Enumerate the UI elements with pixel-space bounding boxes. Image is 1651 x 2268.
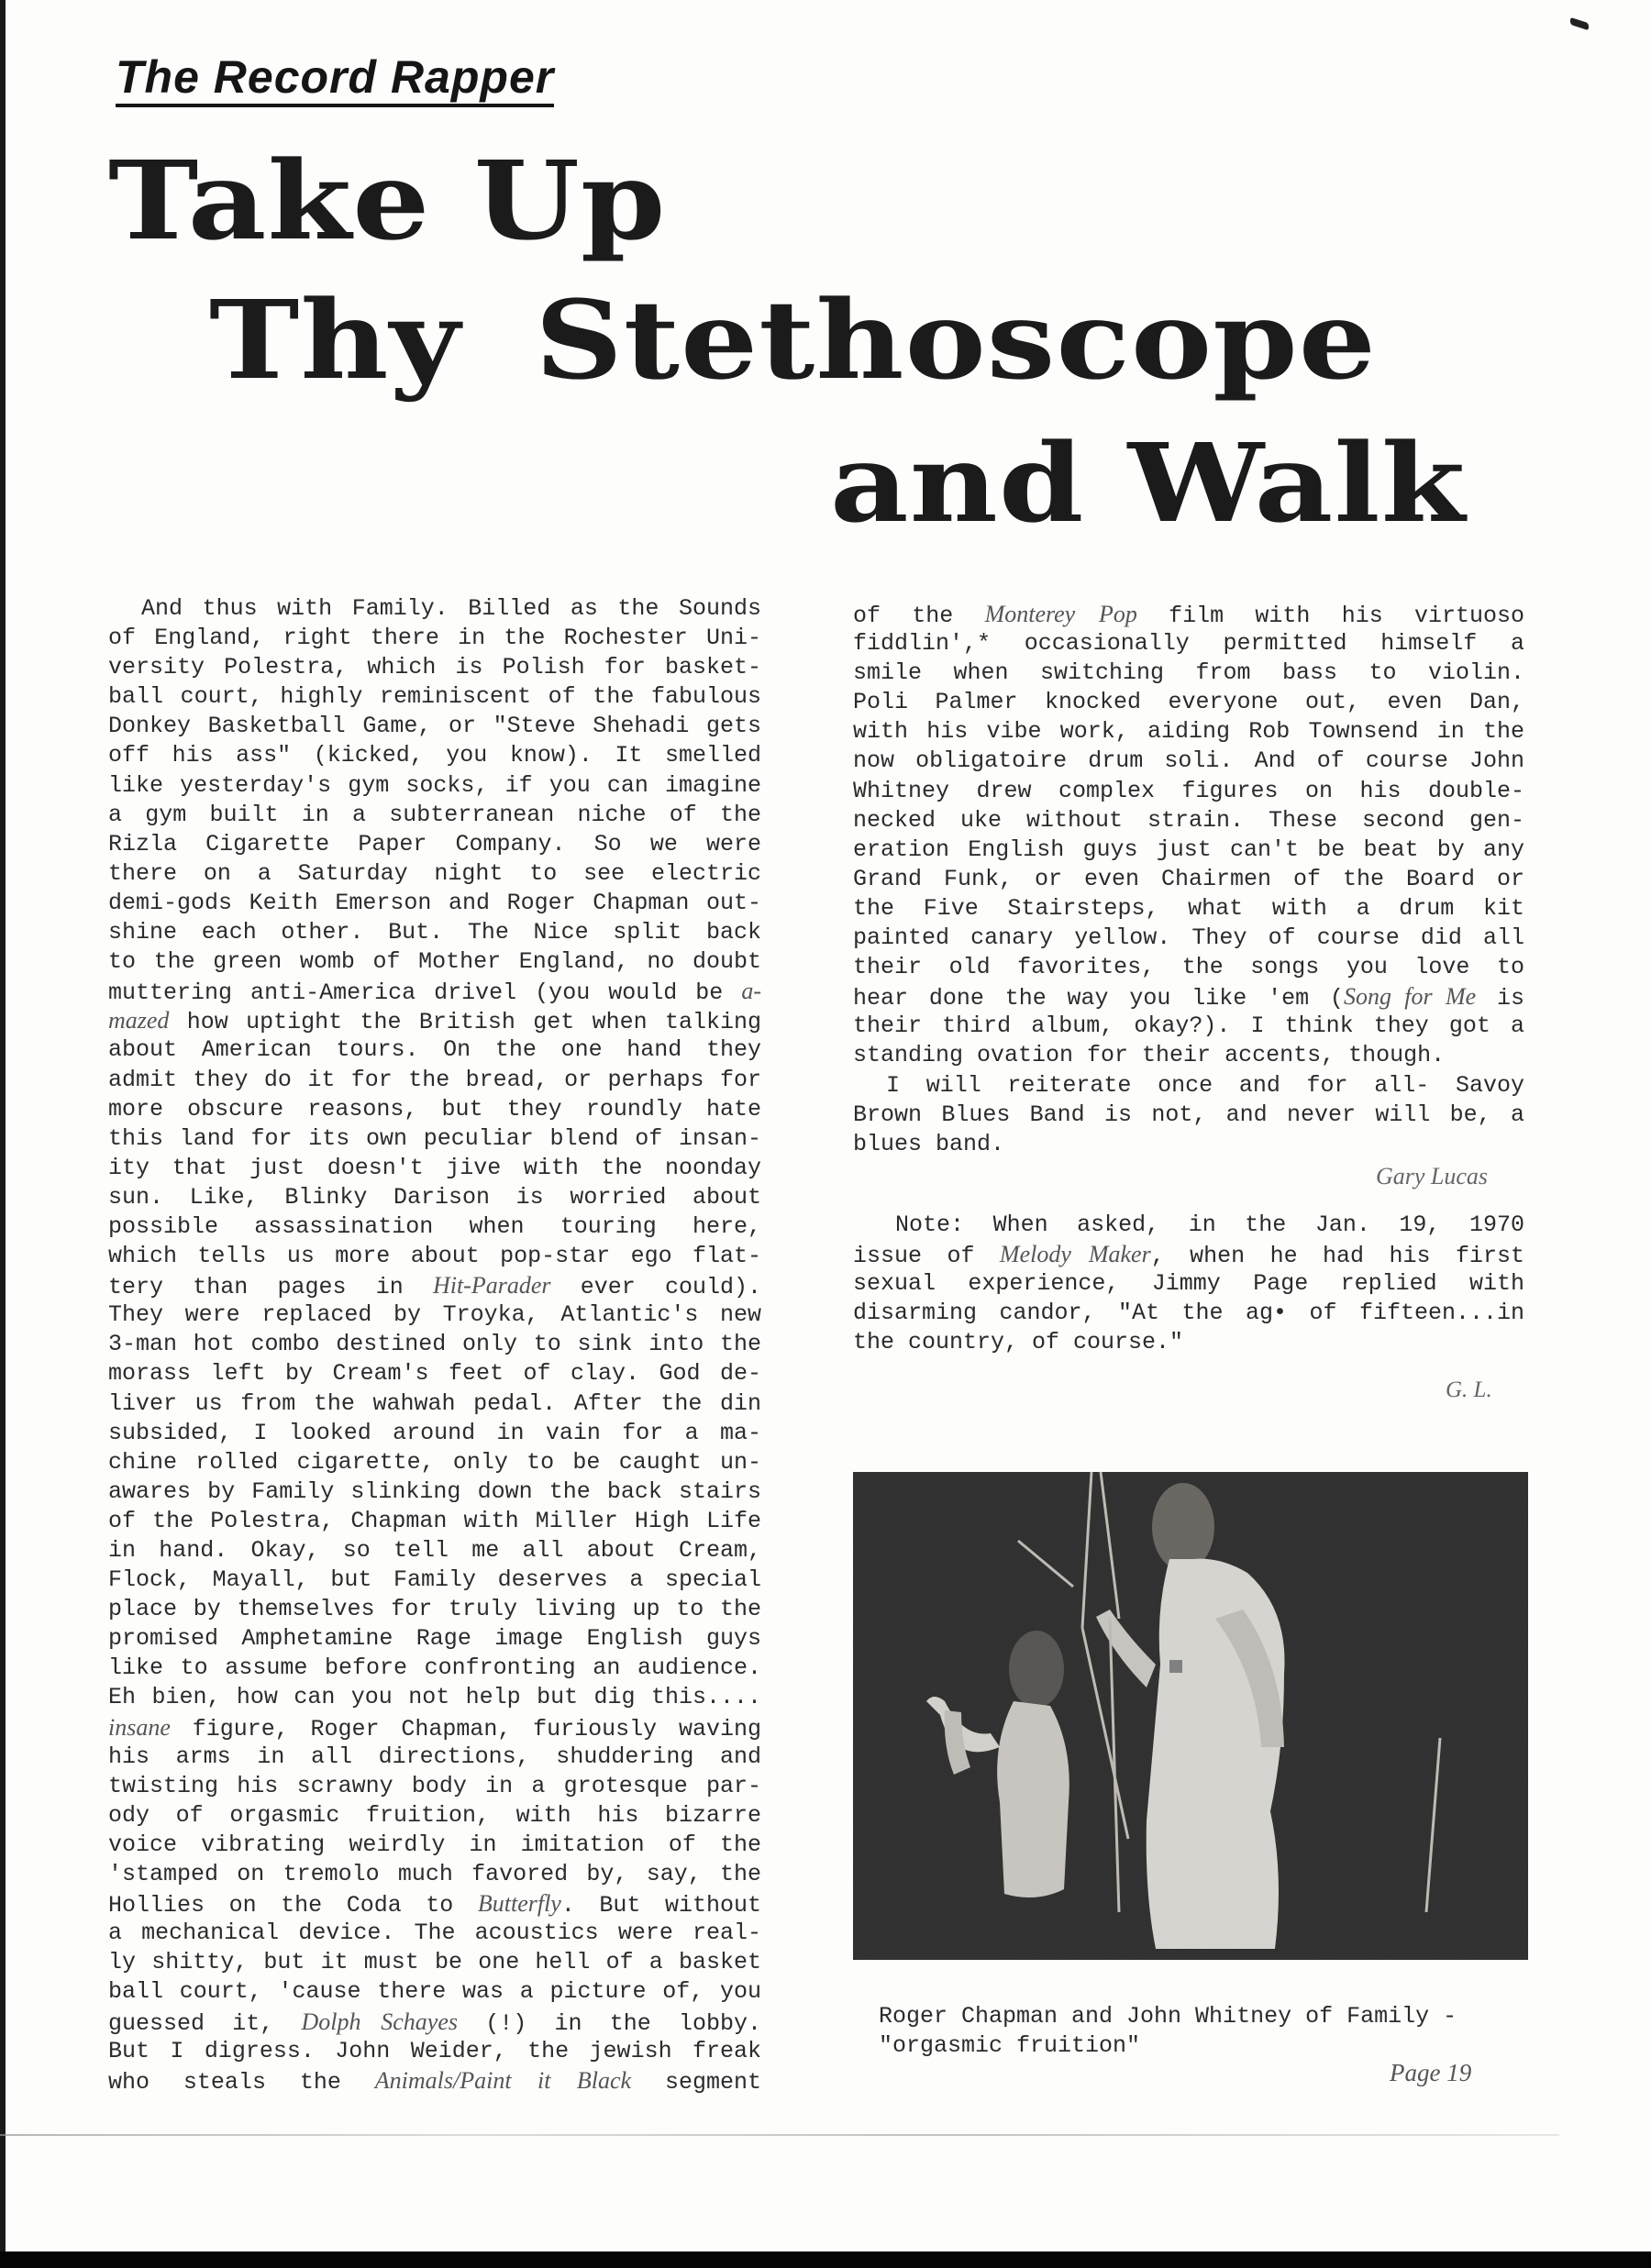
- text-segment: twisting his scrawny body in a grotesque par-: [108, 1772, 761, 1799]
- scan-bottom-edge: [0, 2251, 1651, 2268]
- text-segment: 'stamped on tremolo much favored by, say, the: [108, 1861, 761, 1888]
- text-segment: Poli Palmer knocked everyone out, even Dan,: [853, 689, 1524, 716]
- text-segment: sun. Like, Blinky Darison is worried about: [108, 1183, 761, 1211]
- page-number: Page 19: [1390, 2059, 1472, 2086]
- text-line: [108, 2066, 761, 2096]
- text-line: [108, 1772, 761, 1801]
- headline-line-1: Take Up: [108, 137, 667, 264]
- text-line: [853, 1269, 1524, 1299]
- italic-text: Animals/Paint it Black: [374, 2066, 632, 2094]
- text-segment: standing ovation for their accents, though.: [853, 1042, 1446, 1069]
- text-segment: liver us from the wahwah pedal. After the din: [108, 1389, 761, 1417]
- italic-text: Hit-Parader: [432, 1272, 551, 1300]
- text-segment: Hollies on the Coda to: [108, 1892, 478, 1920]
- text-line: [108, 1389, 761, 1419]
- text-segment: like to assume before confronting an audience.: [108, 1654, 761, 1682]
- text-segment: ody of orgasmic fruition, with his bizarre: [108, 1801, 761, 1829]
- italic-text: Dolph Schayes: [301, 2008, 458, 2035]
- text-line: [108, 682, 761, 712]
- text-segment: Brown Blues Band is not, and never will be, a: [853, 1101, 1524, 1128]
- text-segment: of the Polestra, Chapman with Miller High Life: [108, 1507, 761, 1534]
- text-line: [853, 629, 1524, 658]
- text-line: [108, 1595, 761, 1624]
- italic-text: Melody Maker: [999, 1241, 1151, 1267]
- text-segment: subsided, I looked around in vain for a ma-: [108, 1419, 761, 1446]
- text-segment: Eh bien, how can you not help but dig this....: [108, 1684, 761, 1711]
- text-line: [108, 1035, 761, 1065]
- text-line: [108, 741, 761, 770]
- text-segment: shine each other. But. The Nice split back: [108, 919, 761, 946]
- text-segment: Note: When asked, in the Jan. 19, 1970: [895, 1211, 1524, 1238]
- text-segment: They were replaced by Troyka, Atlantic's new: [108, 1301, 761, 1329]
- text-line: [108, 1948, 761, 1977]
- text-line: [853, 1328, 1524, 1357]
- text-segment: a mechanical device. The acoustics were real-: [108, 1920, 761, 1947]
- text-segment: But I digress. John Weider, the jewish freak: [108, 2037, 761, 2064]
- italic-text: Monterey Pop: [984, 601, 1137, 627]
- italic-text: Butterfly: [477, 1890, 561, 1918]
- text-segment: of the: [853, 603, 985, 629]
- text-line: [108, 1536, 761, 1565]
- text-line: [108, 2008, 761, 2037]
- text-segment: awares by Family slinking down the back stairs: [108, 1477, 761, 1505]
- text-segment: admit they do it for the bread, or perhaps for: [108, 1066, 761, 1093]
- italic-text: a-: [741, 978, 761, 1005]
- text-line: [108, 1742, 761, 1772]
- text-line: [853, 1071, 1524, 1101]
- text-segment: more obscure reasons, but they roundly hate: [108, 1095, 761, 1123]
- text-line: [108, 1448, 761, 1477]
- text-segment: disarming candor, "At the ag• of fifteen...in: [853, 1300, 1524, 1326]
- text-line: [108, 594, 761, 624]
- text-segment: ball court, 'cause there was a picture of, you: [108, 1978, 761, 2006]
- text-segment: place by themselves for truly living up to the: [108, 1596, 761, 1623]
- text-segment: I will reiterate once and for all- Savoy: [886, 1071, 1524, 1099]
- text-line: [853, 1012, 1524, 1041]
- text-line: [108, 947, 761, 977]
- text-segment: demi-gods Keith Emerson and Roger Chapman out-: [108, 889, 761, 916]
- photo-caption-line-2: "orgasmic fruition": [879, 2032, 1141, 2059]
- text-segment: ity that just doesn't jive with the noonday: [108, 1154, 761, 1181]
- text-line: [853, 1041, 1524, 1070]
- text-segment: who steals the: [108, 2068, 375, 2096]
- text-line: [108, 1477, 761, 1507]
- scan-corner-mark: [1570, 17, 1589, 30]
- article-column-left: [108, 594, 761, 2096]
- text-line: [108, 1801, 761, 1831]
- text-line: [108, 653, 761, 682]
- text-line: [853, 688, 1524, 717]
- text-segment: chine rolled cigarette, only to be caught un-: [108, 1448, 761, 1476]
- text-segment: 3-man hot combo destined only to sink into the: [108, 1331, 761, 1358]
- text-line: [853, 1101, 1524, 1130]
- text-line: [853, 924, 1524, 953]
- section-title: The Record Rapper: [116, 53, 554, 107]
- text-segment: the Five Stairsteps, what with a drum kit: [853, 894, 1524, 922]
- headline-line-3: and Walk: [830, 419, 1467, 547]
- text-segment: painted canary yellow. They of course did all: [853, 924, 1524, 952]
- text-line: [853, 953, 1524, 982]
- text-line: [108, 1124, 761, 1154]
- text-segment: about American tours. On the one hand they: [108, 1036, 761, 1064]
- text-segment: voice vibrating weirdly in imitation of the: [108, 1831, 761, 1858]
- text-segment: , when he had his first: [1150, 1243, 1524, 1269]
- text-segment: Flock, Mayall, but Family deserves a special: [108, 1566, 761, 1594]
- text-segment: how uptight the British get when talking: [169, 1009, 761, 1036]
- text-segment: film with his virtuoso: [1136, 603, 1524, 629]
- text-line: [108, 712, 761, 741]
- concert-photo-image: [853, 1472, 1528, 1960]
- text-segment: Grand Funk, or even Chairmen of the Board or: [853, 865, 1524, 892]
- text-segment: their old favorites, the songs you love to: [853, 954, 1524, 981]
- text-segment: Whitney drew complex figures on his double-: [853, 777, 1524, 804]
- text-segment: is: [1476, 985, 1524, 1012]
- text-segment: ball court, highly reminiscent of the fabulous: [108, 683, 761, 711]
- photo-grain: [853, 1472, 1528, 1960]
- text-segment: their third album, okay?). I think they got a: [853, 1012, 1524, 1040]
- text-line: [108, 1066, 761, 1095]
- text-segment: of England, right there in the Rochester Uni-: [108, 625, 761, 652]
- text-line: [853, 658, 1524, 688]
- text-segment: like yesterday's gym socks, if you can imagine: [108, 771, 761, 799]
- text-line: [853, 777, 1524, 806]
- text-segment: issue of: [853, 1243, 1000, 1269]
- text-segment: Rizla Cigarette Paper Company. So we were: [108, 830, 761, 857]
- text-segment: morass left by Cream's feet of clay. God de-: [108, 1360, 761, 1388]
- text-line: [853, 1240, 1524, 1269]
- text-line: [108, 1713, 761, 1742]
- text-line: [108, 1624, 761, 1654]
- text-segment: possible assassination when touring here,: [108, 1212, 761, 1240]
- text-line: [108, 1242, 761, 1271]
- text-line: [853, 1299, 1524, 1328]
- note-signature: G. L.: [1446, 1377, 1492, 1402]
- text-segment: fiddlin',* occasionally permitted himself a: [853, 630, 1524, 658]
- headline-line-2: Thy Stethoscope: [209, 276, 1378, 404]
- text-line: [853, 806, 1524, 835]
- text-segment: now obligatoire drum soli. And of course John: [853, 747, 1524, 775]
- text-segment: the country, of course.": [853, 1329, 1184, 1355]
- text-segment: in hand. Okay, so tell me all about Cream,: [108, 1537, 761, 1564]
- text-line: [108, 1095, 761, 1124]
- text-segment: blues band.: [853, 1130, 1005, 1157]
- text-segment: (!) in the lobby.: [458, 2009, 761, 2037]
- text-segment: And thus with Family. Billed as the Sounds: [141, 595, 761, 622]
- text-line: [108, 624, 761, 653]
- text-line: [108, 1006, 761, 1035]
- text-line: [108, 1359, 761, 1388]
- text-line: [108, 1212, 761, 1242]
- text-segment: figure, Roger Chapman, furiously waving: [170, 1715, 761, 1742]
- italic-text: Song for Me: [1343, 983, 1477, 1011]
- text-line: [108, 771, 761, 801]
- text-segment: segment: [631, 2068, 761, 2096]
- text-line: [853, 600, 1524, 629]
- text-line: [108, 1154, 761, 1183]
- text-line: [853, 1130, 1524, 1159]
- text-segment: off his ass" (kicked, you know). It smelled: [108, 742, 761, 769]
- text-segment: ever could).: [550, 1274, 761, 1301]
- text-line: [108, 801, 761, 830]
- italic-text: insane: [108, 1713, 171, 1741]
- text-segment: smile when switching from bass to violin.: [853, 659, 1524, 687]
- scan-left-edge: [0, 0, 6, 2268]
- text-segment: this land for its own peculiar blend of insan-: [108, 1124, 761, 1152]
- text-line: [853, 982, 1524, 1012]
- text-line: [108, 1654, 761, 1683]
- text-segment: . But without: [560, 1892, 761, 1920]
- text-segment: a gym built in a subterranean niche of the: [108, 801, 761, 828]
- text-segment: necked uke without strain. These second gen-: [853, 806, 1524, 834]
- text-line: [853, 865, 1524, 894]
- text-line: [853, 717, 1524, 747]
- text-segment: eration English guys just can't be beat by any: [853, 835, 1524, 863]
- text-segment: which tells us more about pop-star ego flat-: [108, 1243, 761, 1270]
- text-line: [108, 1507, 761, 1536]
- text-segment: to the green womb of Mother England, no doubt: [108, 948, 761, 976]
- text-line: [108, 1977, 761, 2007]
- author-signature: Gary Lucas: [1376, 1163, 1489, 1189]
- text-line: [108, 2037, 761, 2066]
- text-line: [853, 747, 1524, 776]
- text-line: [108, 918, 761, 947]
- text-line: [108, 1330, 761, 1359]
- text-line: [108, 830, 761, 859]
- concert-photo: [853, 1472, 1528, 1960]
- text-line: [108, 1683, 761, 1712]
- text-line: [108, 889, 761, 918]
- text-line: [853, 835, 1524, 865]
- text-line: [108, 859, 761, 889]
- text-segment: with his vibe work, aiding Rob Townsend in the: [853, 718, 1524, 746]
- article-note: [853, 1211, 1524, 1357]
- text-segment: muttering anti-America drivel (you would be: [108, 979, 742, 1007]
- text-line: [108, 977, 761, 1006]
- text-segment: versity Polestra, which is Polish for basket-: [108, 654, 761, 681]
- text-segment: promised Amphetamine Rage image English guys: [108, 1625, 761, 1653]
- italic-text: mazed: [108, 1007, 170, 1034]
- text-line: [108, 1889, 761, 1919]
- text-line: [108, 1831, 761, 1860]
- article-column-right: [853, 600, 1524, 1159]
- text-segment: tery than pages in: [108, 1274, 433, 1301]
- text-line: [108, 1419, 761, 1448]
- text-segment: his arms in all directions, shuddering and: [108, 1742, 761, 1770]
- text-segment: guessed it,: [108, 2009, 302, 2037]
- photo-caption-line-1: Roger Chapman and John Whitney of Family -: [879, 2003, 1457, 2030]
- photo-caption: [879, 2002, 1457, 2061]
- text-line: [108, 1565, 761, 1595]
- text-line: [108, 1271, 761, 1300]
- text-segment: hear done the way you like 'em (: [853, 985, 1344, 1012]
- text-line: [108, 1860, 761, 1889]
- text-segment: ly shitty, but it must be one hell of a basket: [108, 1949, 761, 1976]
- text-segment: Donkey Basketball Game, or "Steve Shehadi gets: [108, 713, 761, 740]
- scan-fold-line: [0, 2134, 1559, 2136]
- text-line: [108, 1919, 761, 1948]
- text-line: [853, 894, 1524, 924]
- text-segment: sexual experience, Jimmy Page replied with: [853, 1270, 1524, 1297]
- text-segment: there on a Saturday night to see electric: [108, 859, 761, 887]
- text-line: [853, 1211, 1524, 1240]
- text-line: [108, 1300, 761, 1330]
- text-line: [108, 1183, 761, 1212]
